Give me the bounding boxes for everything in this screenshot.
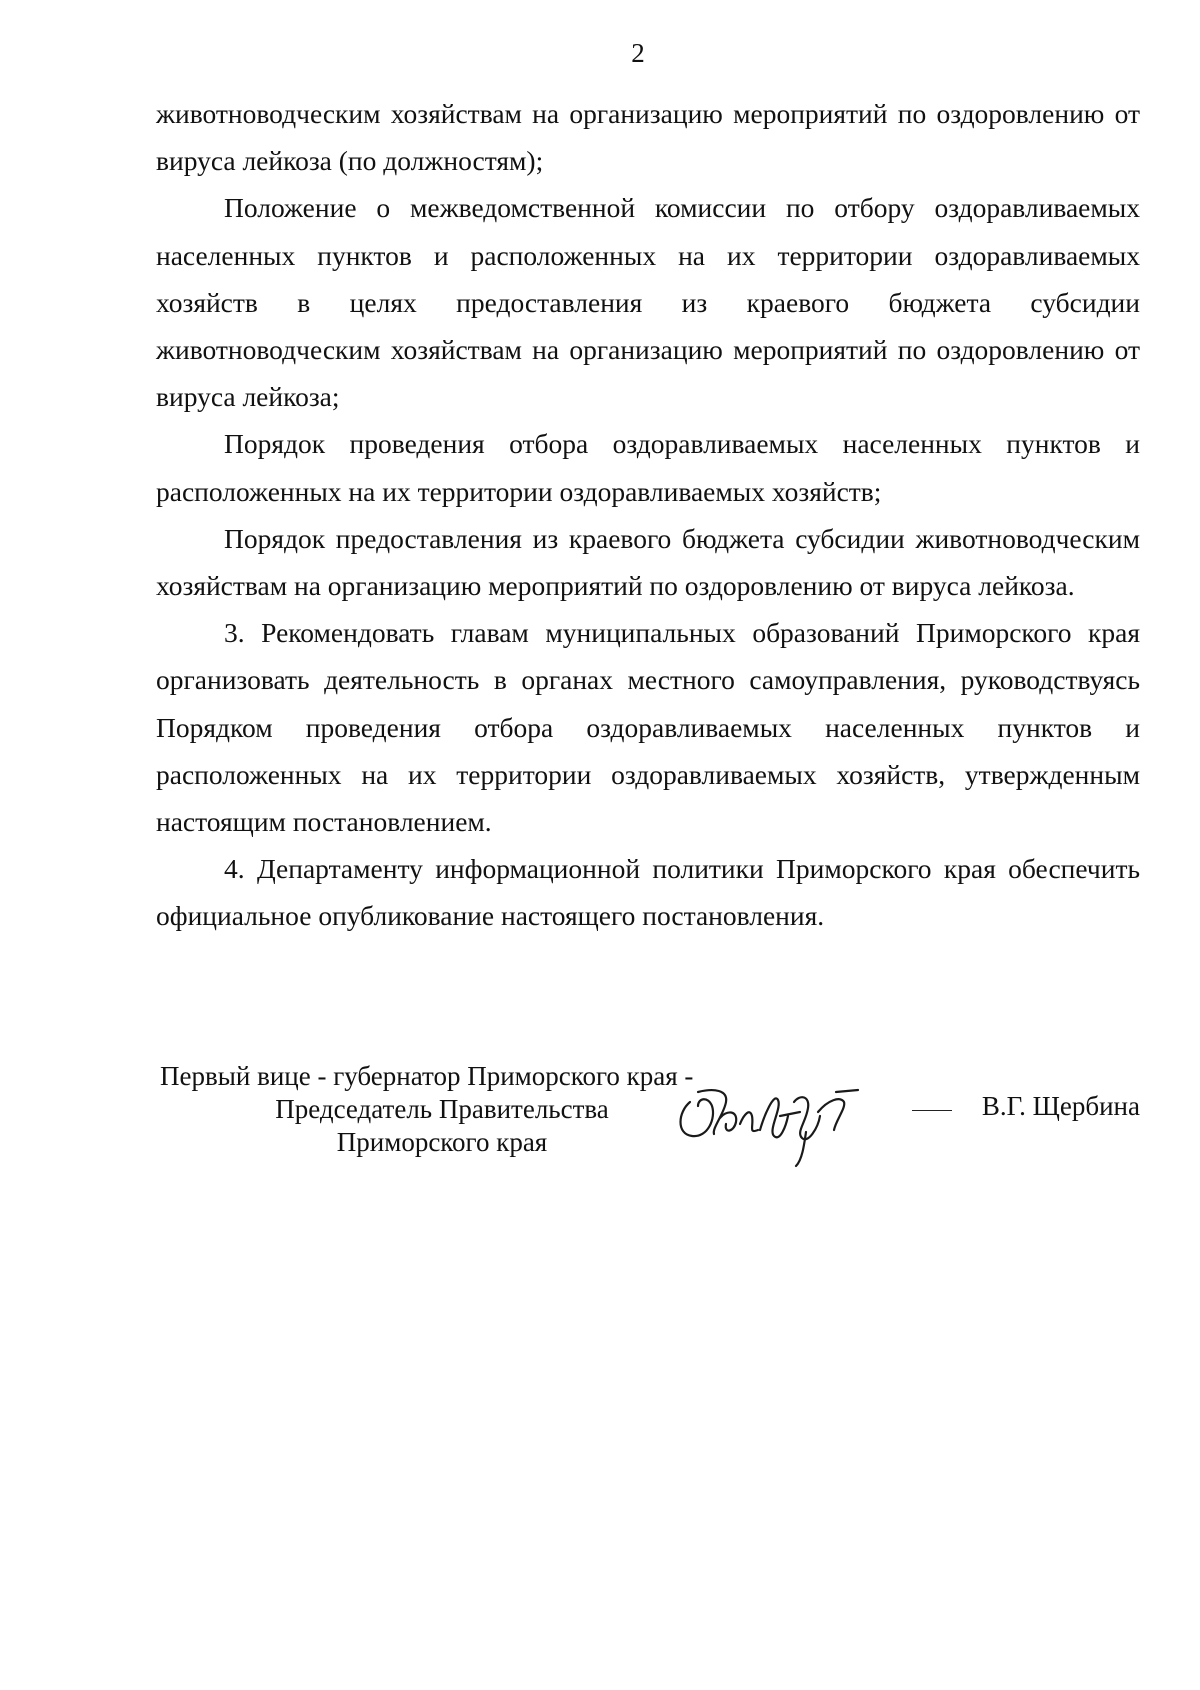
signature-block	[156, 1060, 1140, 1190]
paragraph-commission-regulation: Положение о межведомственной комиссии по отбору оздоравливаемых населенных пунктов и расположенных на их территории оздоравливаемых хозяйств в целях предоставления из краевого бюджета субсидии животноводческим хозяйствам на организацию мероприятий по оздоровлению от вируса лейкоза;	[156, 192, 1140, 413]
paragraph-subsidy-procedure: Порядок предоставления из краевого бюджета субсидии животноводческим хозяйствам на организацию мероприятий по оздоровлению от вируса лейкоза.	[156, 522, 1140, 602]
signer-name: В.Г. Щербина	[981, 1091, 1140, 1121]
signature-dash	[912, 1110, 952, 1111]
page-number: 2	[631, 38, 645, 68]
paragraph-item-4: 4. Департаменту информационной политики Приморского края обеспечить официальное опубликование настоящего постановления.	[156, 853, 1140, 932]
document-body	[156, 90, 1140, 940]
paragraph-continuation: животноводческим хозяйствам на организацию мероприятий по оздоровлению от вируса лейкоза (по должностям);	[156, 98, 1140, 177]
handwritten-signature-icon	[668, 1072, 868, 1172]
paragraph-selection-procedure: Порядок проведения отбора оздоравливаемых населенных пунктов и расположенных на их территории оздоравливаемых хозяйств;	[156, 428, 1140, 507]
signer-title-line-2: Председатель Правительства	[275, 1094, 609, 1124]
paragraph-item-3: 3. Рекомендовать главам муниципальных образований Приморского края организовать деятельность в органах местного самоуправления, руководствуясь Порядком проведения отбора оздоравливаемых населенных пунктов и расположенных на их территории оздоравливаемых хозяйств, утвержденным настоящим постановлением.	[156, 617, 1140, 838]
signer-title-line-1: Первый вице - губернатор Приморского края -	[160, 1061, 694, 1091]
signer-title-line-3: Приморского края	[336, 1127, 548, 1157]
